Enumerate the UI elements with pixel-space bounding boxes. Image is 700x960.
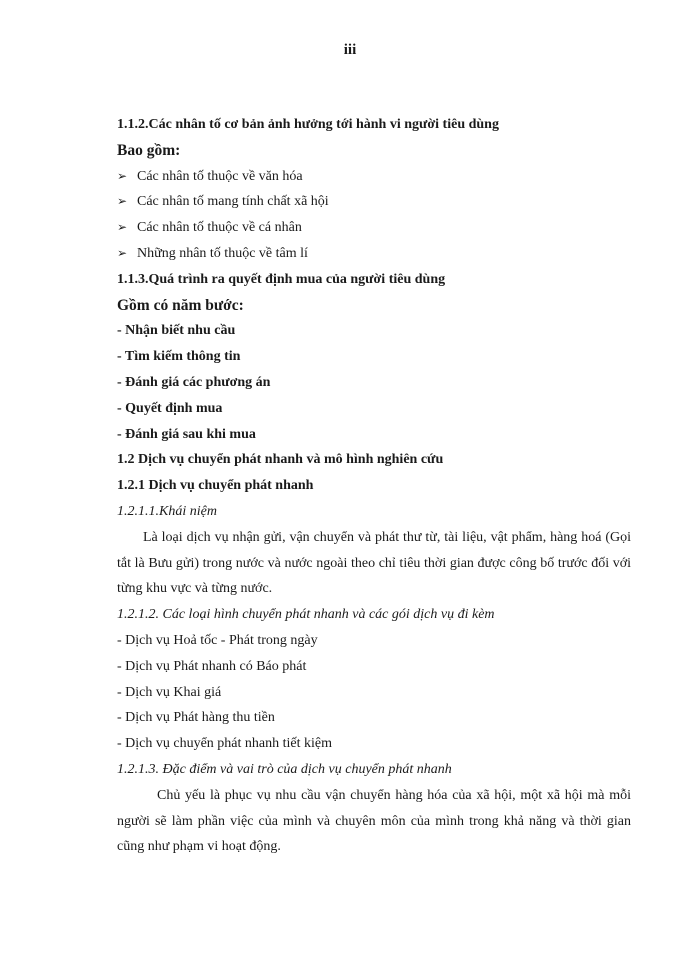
heading-1-2-1-2: 1.2.1.2. Các loại hình chuyển phát nhanh và các gói dịch vụ đi kèm: [117, 607, 495, 623]
list-item: - Dịch vụ Khai giá: [117, 684, 222, 700]
list-item: ➢ Các nhân tố thuộc về cá nhân: [117, 215, 631, 241]
service-types-list: [117, 628, 631, 757]
list-item: - Đánh giá sau khi mua: [117, 426, 256, 442]
heading-1-2: 1.2 Dịch vụ chuyển phát nhanh và mô hình nghiên cứu: [117, 452, 444, 468]
list-item: - Dịch vụ Hoả tốc - Phát trong ngày: [117, 632, 318, 648]
list-item: - Dịch vụ Phát hàng thu tiền: [117, 710, 275, 726]
paragraph-dac-diem: Chủ yếu là phục vụ nhu cầu vận chuyển hàng hóa của xã hội, một xã hội mà mỗi người sẽ làm phần việc của mình và chuyên môn của mình trong khả năng và thời gian cũng như phạm vi hoạt động.: [117, 787, 631, 855]
heading-1-2-1-1: 1.2.1.1.Khái niệm: [117, 503, 217, 519]
heading-1-2-1-3: 1.2.1.3. Đặc điểm và vai trò của dịch vụ chuyển phát nhanh: [117, 761, 452, 777]
heading-1-1-2: 1.1.2.Các nhân tố cơ bản ảnh hưởng tới hành vi người tiêu dùng: [117, 117, 499, 132]
list-item: ➢ Các nhân tố thuộc về văn hóa: [117, 164, 631, 190]
arrowhead-bullet-icon: ➢: [117, 245, 128, 260]
arrowhead-bullet-icon: ➢: [117, 194, 128, 209]
heading-1-2-1: 1.2.1 Dịch vụ chuyển phát nhanh: [117, 478, 314, 494]
list-item: - Tìm kiếm thông tin: [117, 349, 241, 365]
document-body: [117, 112, 631, 860]
list-item: - Dịch vụ Phát nhanh có Báo phát: [117, 658, 307, 674]
list-item: - Dịch vụ chuyển phát nhanh tiết kiệm: [117, 736, 332, 752]
arrowhead-bullet-icon: ➢: [117, 168, 128, 183]
heading-1-1-3: 1.1.3.Quá trình ra quyết định mua của người tiêu dùng: [117, 271, 446, 287]
paragraph-khai-niem: Là loại dịch vụ nhận gửi, vận chuyển và phát thư từ, tài liệu, vật phẩm, hàng hoá (Gọi tắt là Bưu gửi) trong nước và nước ngoài theo chỉ tiêu thời gian được công bố trước đối với từng khu vực và từng nước.: [117, 529, 631, 597]
decision-steps-list: [117, 318, 631, 447]
list-item: ➢ Những nhân tố thuộc về tâm lí: [117, 241, 631, 267]
factor-bullet-list: [117, 164, 631, 267]
list-item: - Quyết định mua: [117, 400, 223, 416]
list-item: - Nhận biết nhu cầu: [117, 323, 236, 339]
page-number: iii: [343, 42, 357, 58]
intro-bao-gom: Bao gồm:: [117, 141, 181, 159]
list-item: - Đánh giá các phương án: [117, 374, 271, 390]
list-item: ➢ Các nhân tố mang tính chất xã hội: [117, 189, 631, 215]
intro-gom-co: Gồm có năm bước:: [117, 296, 244, 314]
arrowhead-bullet-icon: ➢: [117, 220, 128, 235]
